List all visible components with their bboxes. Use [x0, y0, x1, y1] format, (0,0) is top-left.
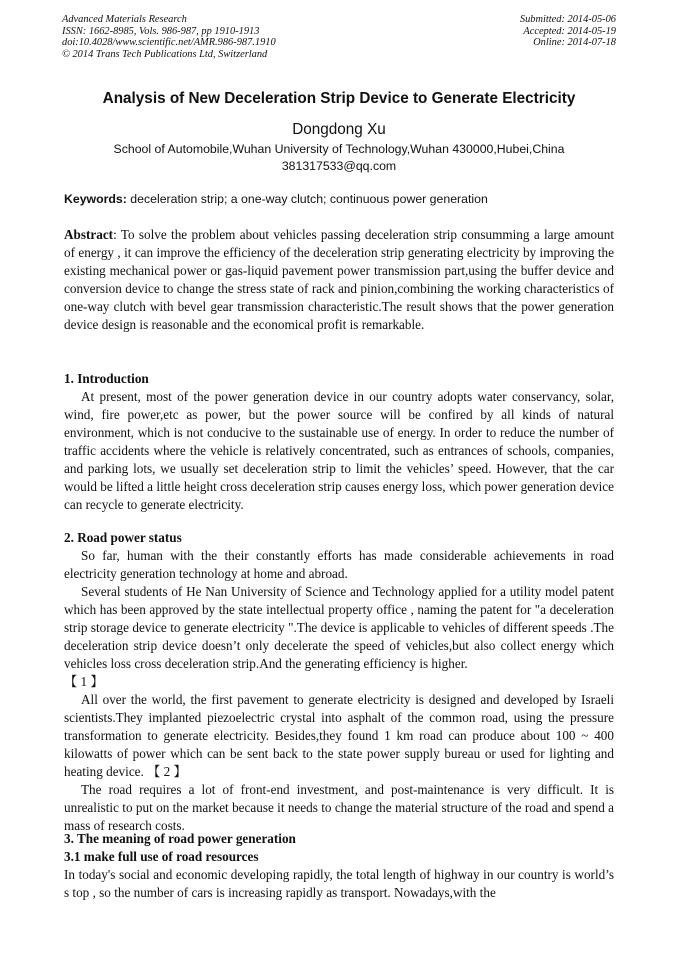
section-heading: 1. Introduction [64, 371, 149, 386]
abstract [64, 226, 614, 334]
keywords [64, 192, 488, 206]
accepted-date: Accepted: 2014-05-19 [523, 25, 616, 37]
author-email: 381317533@qq.com [281, 159, 397, 173]
abstract-text: : To solve the problem about vehicles passing deceleration strip consumming a large amount of energy , it can improve the efficiency of the deceleration strip generating electricity by improving the existing mechanical power or gas-liquid pavement power transmission part,using the buffer device and conversion device to change the stress state of rack and pinion,combining the working characteristics of one-way clutch with bevel gear transmission characteristic.The result shows that the power generation device design is reasonable and the economical profit is remarkable. [64, 227, 614, 332]
journal-copyright: © 2014 Trans Tech Publications Ltd, Switzerland [62, 48, 268, 60]
journal-info [62, 14, 276, 60]
keywords-text: deceleration strip; a one-way clutch; continuous power generation [130, 192, 488, 206]
submitted-date: Submitted: 2014-05-06 [519, 14, 616, 25]
paragraph: The road requires a lot of front-end investment, and post-maintenance is very difficult. It is unrealistic to put on the market because it needs to change the material structure of the road and spend a mass of research costs. [64, 782, 614, 833]
section-heading: 3. The meaning of road power generation [64, 831, 296, 846]
journal-issn: ISSN: 1662-8985, Vols. 986-987, pp 1910-1913 [62, 25, 260, 37]
citation-2: 【 2 】 [147, 764, 187, 779]
subsection-heading: 3.1 make full use of road resources [64, 849, 259, 864]
author-affiliation-block [0, 141, 678, 175]
section-introduction [64, 370, 614, 514]
abstract-label: Abstract [64, 227, 114, 242]
keywords-label: Keywords: [64, 192, 127, 206]
online-date: Online: 2014-07-18 [533, 37, 616, 48]
publication-dates [520, 14, 616, 49]
author-affiliation: School of Automobile,Wuhan University of Technology,Wuhan 430000,Hubei,China [113, 142, 565, 156]
citation-1: 【 1 】 [64, 674, 104, 689]
section-meaning [64, 830, 614, 902]
paragraph: So far, human with the their constantly efforts has made considerable achievements in road electricity generation technology at home and abroad. [64, 548, 614, 581]
journal-name: Advanced Materials Research [62, 14, 187, 25]
paragraph: Several students of He Nan University of Science and Technology applied for a utility model patent which has been approved by the state intellectual property office , naming the patent for "a deceleration strip storage device to generate electricity ".The device is applicable to vehicles of different speeds .The deceleration strip device doesn’t only decelerate the speed of vehicles,but also collect energy which vehicles loss cross deceleration strip.And the generating efficiency is higher. [64, 584, 614, 671]
paper-title: Analysis of New Deceleration Strip Device to Generate Electricity [102, 90, 576, 107]
section-heading: 2. Road power status [64, 530, 182, 545]
paragraph: At present, most of the power generation device in our country adopts water conservancy, solar, wind, fire power,etc as power, but the power source will be confired by all kinds of natural environment, which is not conducive to the sustainable use of energy. In order to reduce the number of traffic accidents where the vehicle is relatively concentrated, such as entrances of schools, companies, and parking lots, we usually set deceleration strip to limit the vehicles’ speed. However, that the car would be lifted a little height cross deceleration strip causes energy loss, which power generation device can recycle to generate electricity. [64, 389, 614, 512]
paragraph: In today's social and economic developing rapidly, the total length of highway in our country is world’s s top , so the number of cars is increasing rapidly as transport. Nowadays,with the [64, 867, 614, 900]
journal-doi: doi:10.4028/www.scientific.net/AMR.986-987.1910 [62, 37, 276, 48]
paragraph-text: All over the world, the first pavement to generate electricity is designed and developed by Israeli scientists.They implanted piezoelectric crystal into asphalt of the common road, using the pressure transformation to generate electricity. Besides,they found 1 km road can produce about 100 ~ 400 kilowatts of power which can be sent back to the state power supply bureau or used for lighting and heating device. [64, 692, 614, 779]
paragraph [64, 691, 614, 781]
author-name: Dongdong Xu [292, 121, 386, 138]
section-road-power-status [64, 529, 614, 835]
